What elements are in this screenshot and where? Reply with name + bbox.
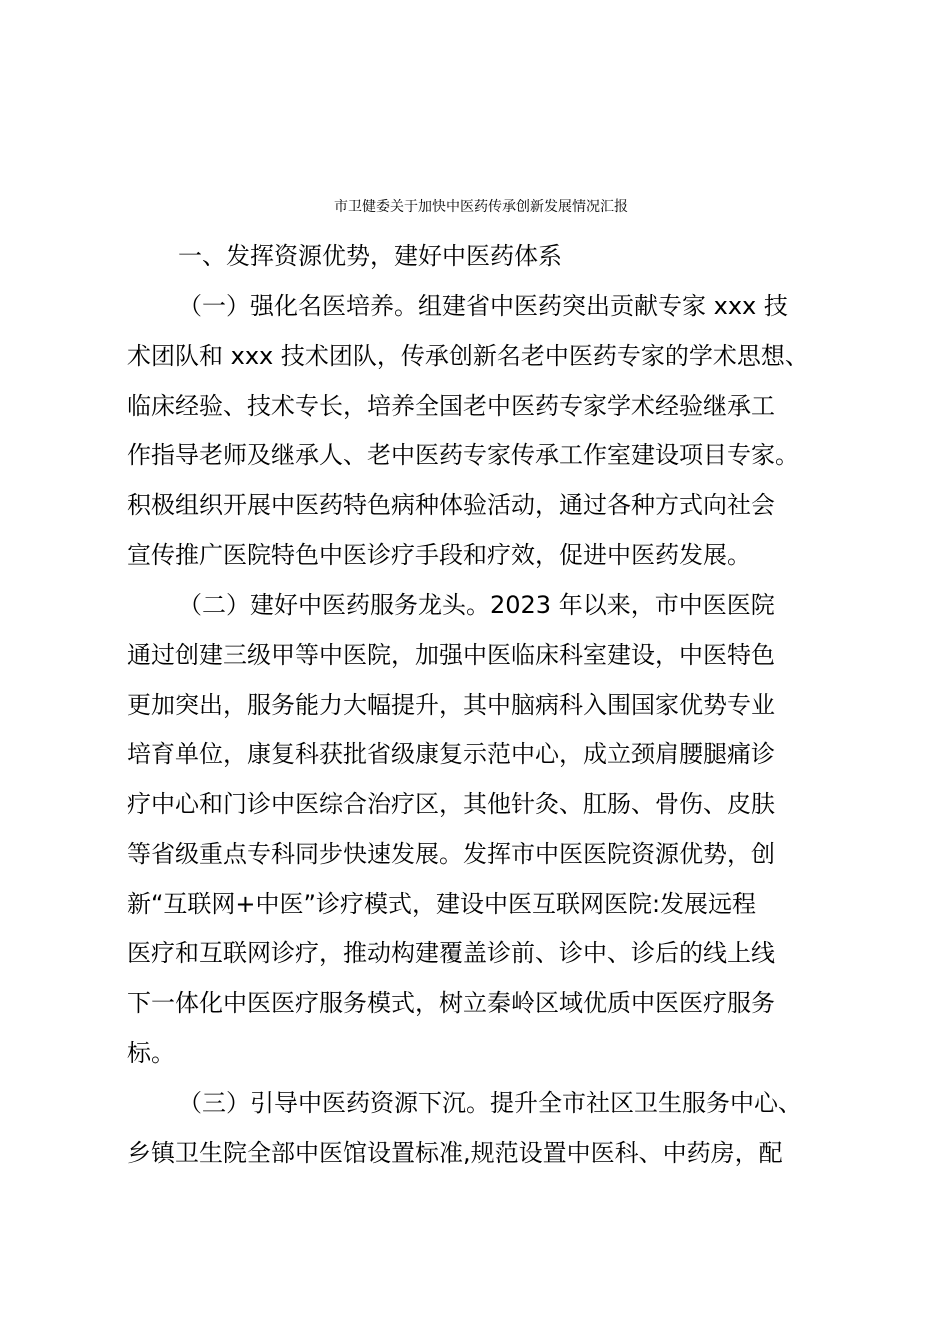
paragraph-1-line-2: 术团队和 xxx 技术团队，传承创新名老中医药专家的学术思想、 bbox=[127, 342, 809, 370]
paragraph-2-line-8: 医疗和互联网诊疗，推动构建覆盖诊前、诊中、诊后的线上线 bbox=[127, 939, 775, 967]
paragraph-2-line-9: 下一体化中医医疗服务模式，树立秦岭区域优质中医医疗服务 bbox=[127, 989, 775, 1017]
paragraph-2-line-5: 疗中心和门诊中医综合治疗区，其他针灸、肛肠、骨伤、皮肤 bbox=[127, 790, 775, 818]
paragraph-1-line-4: 作指导老师及继承人、老中医药专家传承工作室建设项目专家。 bbox=[127, 441, 799, 469]
paragraph-2-line-1: （二）建好中医药服务龙头。2023 年以来，市中医医院 bbox=[178, 591, 775, 619]
paragraph-3-line-1: （三）引导中医药资源下沉。提升全市社区卫生服务中心、 bbox=[178, 1089, 802, 1117]
paragraph-3-line-2: 乡镇卫生院全部中医馆设置标准,规范设置中医科、中药房，配 bbox=[127, 1139, 783, 1167]
paragraph-2-line-4: 培育单位，康复科获批省级康复示范中心，成立颈肩腰腿痛诊 bbox=[127, 740, 775, 768]
paragraph-2-line-2: 通过创建三级甲等中医院，加强中医临床科室建设，中医特色 bbox=[127, 641, 775, 669]
paragraph-2-line-6: 等省级重点专科同步快速发展。发挥市中医医院资源优势，创 bbox=[127, 840, 775, 868]
paragraph-1-line-6: 宣传推广医院特色中医诊疗手段和疗效，促进中医药发展。 bbox=[127, 541, 751, 569]
paragraph-1-line-3: 临床经验、技术专长，培养全国老中医药专家学术经验继承工 bbox=[127, 392, 775, 420]
document-title: 市卫健委关于加快中医药传承创新发展情况汇报 bbox=[334, 199, 628, 215]
paragraph-1-line-1: （一）强化名医培养。组建省中医药突出贡献专家 xxx 技 bbox=[178, 292, 788, 320]
paragraph-2-line-7: 新“互联网+中医”诊疗模式，建设中医互联网医院:发展远程 bbox=[127, 890, 757, 918]
paragraph-2-line-10: 标。 bbox=[127, 1039, 175, 1067]
paragraph-2-line-3: 更加突出，服务能力大幅提升，其中脑病科入围国家优势专业 bbox=[127, 691, 775, 719]
paragraph-1-line-5: 积极组织开展中医药特色病种体验活动，通过各种方式向社会 bbox=[127, 491, 775, 519]
section-heading: 一、发挥资源优势，建好中医药体系 bbox=[178, 242, 562, 270]
